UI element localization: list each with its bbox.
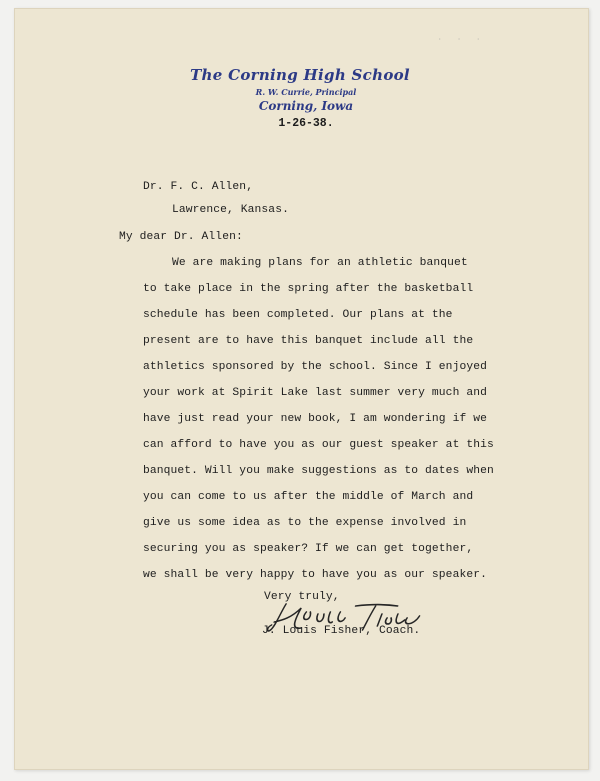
closing: Very truly, (264, 591, 340, 603)
body-line: We are making plans for an athletic banquet (172, 257, 468, 269)
body-line: you can come to us after the middle of March and (143, 491, 474, 503)
salutation: My dear Dr. Allen: (119, 231, 243, 243)
body-line: present are to have this banquet include all the (143, 335, 474, 347)
body-line: give us some idea as to the expense involved in (143, 517, 467, 529)
handwritten-signature (263, 600, 448, 646)
letterhead-city: Corning, Iowa (258, 99, 354, 113)
letter-date: 1-26-38. (278, 117, 334, 130)
body-line: banquet. Will you make suggestions as to dates when (143, 465, 494, 477)
body-line: have just read your new book, I am wondering if we (143, 413, 487, 425)
body-line: can afford to have you as our guest speaker at this (143, 439, 494, 451)
recipient-city: Lawrence, Kansas. (172, 204, 289, 216)
letterhead-school: The Corning High School (190, 66, 410, 84)
body-line: securing you as speaker? If we can get together, (143, 543, 474, 555)
body-line: to take place in the spring after the basketball (143, 283, 474, 295)
letterhead-principal: R. W. Currie, Principal (255, 87, 357, 97)
body-line: your work at Spirit Lake last summer very much and (143, 387, 487, 399)
body-line: we shall be very happy to have you as our speaker. (143, 569, 487, 581)
margin-dots: · · · (438, 36, 487, 43)
body-line: athletics sponsored by the school. Since I enjoyed (143, 361, 487, 373)
signer-name: J. Louis Fisher, Coach. (262, 625, 421, 637)
recipient-name: Dr. F. C. Allen, (143, 181, 254, 193)
body-line: schedule has been completed. Our plans at the (143, 309, 453, 321)
